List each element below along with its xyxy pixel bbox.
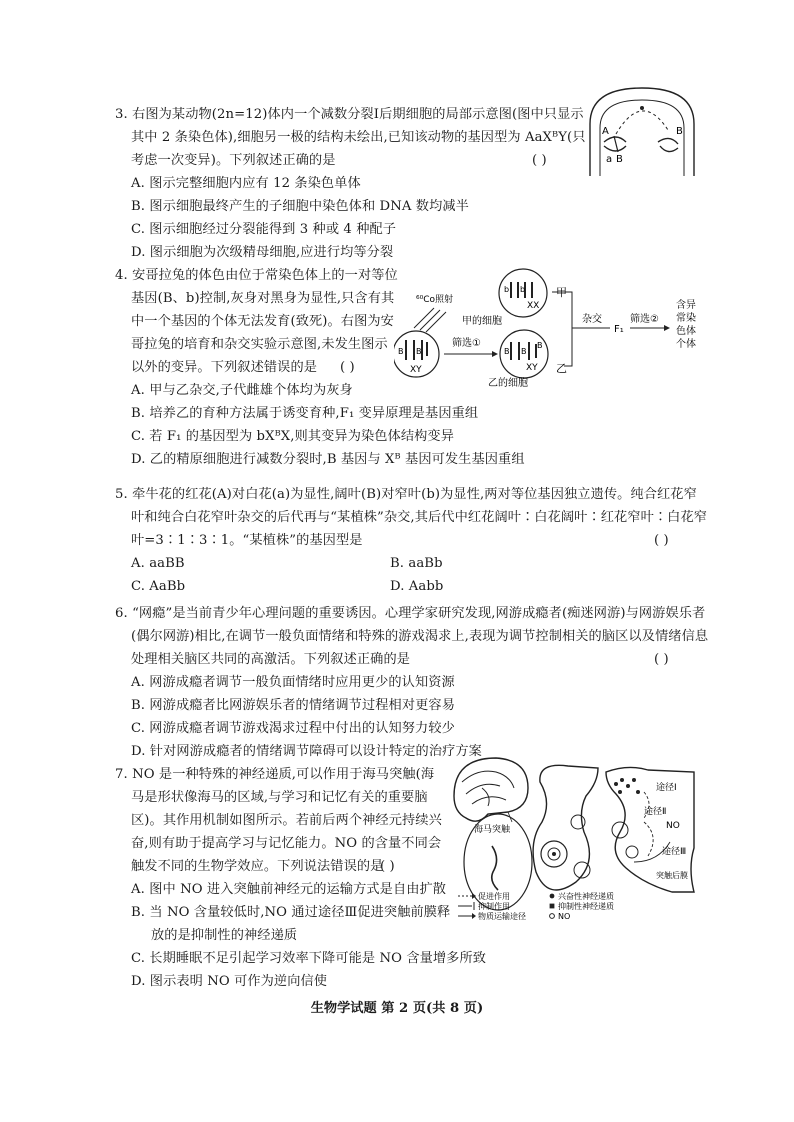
q4-option-d: D. 乙的精原细胞进行减数分裂时,B 基因与 Xᴮ 基因可发生基因重组 bbox=[131, 452, 525, 467]
q7-option-c: C. 长期睡眠不足引起学习效率下降可能是 NO 含量增多所致 bbox=[131, 951, 487, 966]
q6-stem-line-3: 处理相关脑区共同的高激活。下列叙述正确的是 bbox=[131, 652, 411, 667]
chromosome-left bbox=[604, 136, 626, 152]
q7-stem-line-2: 马是形状像海马的区域,与学习和记忆有关的重要脑 bbox=[131, 790, 428, 805]
path-1-label: 途径Ⅰ bbox=[656, 783, 677, 793]
q7-stem-line-5: 触发不同的生物学效应。下列说法错误的是 bbox=[131, 859, 384, 874]
radiation-arrows bbox=[414, 308, 446, 332]
f1-label: F₁ bbox=[614, 324, 624, 335]
q6-option-d: D. 针对网游成瘾者的情绪调节障碍可以设计特定的治疗方案 bbox=[131, 744, 482, 759]
jia-cell-label: 甲的细胞 bbox=[462, 316, 502, 327]
yi-label: 乙 bbox=[556, 362, 567, 375]
presynaptic-neuron bbox=[533, 765, 598, 890]
screen-1-label: 筛选① bbox=[452, 338, 481, 349]
q4-option-a: A. 甲与乙杂交,子代雌雄个体均为灰身 bbox=[131, 383, 353, 398]
q3-cell-figure bbox=[586, 84, 698, 180]
q6-option-a: A. 网游成瘾者调节一般负面情绪时应用更少的认知资源 bbox=[131, 675, 455, 690]
chromosome-right bbox=[658, 138, 678, 151]
q7-option-d: D. 图示表明 NO 可作为逆向信使 bbox=[131, 974, 328, 989]
postmembrane-label: 突触后膜 bbox=[656, 871, 688, 880]
legend-excitatory: 兴奋性神经递质 bbox=[558, 892, 614, 901]
q7-option-b: B. 当 NO 含量较低时,NO 通过途径Ⅲ促进突触前膜释 bbox=[131, 905, 451, 920]
result-label-2: 常染 bbox=[676, 313, 696, 324]
q6-option-c: C. 网游成瘾者调节游戏渴求过程中付出的认知努力较少 bbox=[131, 721, 455, 736]
q5-option-b: B. aaBb bbox=[390, 556, 443, 571]
label-xy-original: XY bbox=[410, 365, 422, 375]
cross-lines bbox=[552, 292, 610, 366]
q3-option-c: C. 图示细胞经过分裂能得到 3 种或 4 种配子 bbox=[131, 222, 397, 237]
path-3-label: 途径Ⅲ bbox=[662, 847, 687, 857]
cross-label: 杂交 bbox=[582, 314, 602, 325]
result-label-1: 含异 bbox=[676, 300, 696, 311]
q7-stem-line-3: 区)。其作用机制如图所示。若前后两个神经元持续兴 bbox=[131, 813, 442, 828]
q3-answer-bracket: ( ) bbox=[532, 153, 547, 168]
q7-answer-bracket: ( ) bbox=[380, 859, 395, 874]
q4-stem-line-4: 哥拉兔的培育和杂交实验示意图,未发生图示 bbox=[131, 337, 388, 352]
legend-inhibitory: 抑制性神经递质 bbox=[558, 902, 614, 911]
gene-b-1: b bbox=[504, 285, 510, 294]
q7-stem-line-1: 7. NO 是一种特殊的神经递质,可以作用于海马突触(海 bbox=[115, 767, 435, 782]
legend-inhibit: 抑制作用 bbox=[478, 902, 510, 911]
q6-answer-bracket: ( ) bbox=[654, 652, 669, 667]
q3-option-b: B. 图示细胞最终产生的子细胞中染色体和 DNA 数均减半 bbox=[131, 199, 469, 214]
gene-label-a: a bbox=[606, 154, 613, 165]
co60-label: ⁶⁰Co照射 bbox=[416, 295, 454, 305]
q4-stem-line-3: 中一个基因的个体无法发育(致死)。右图为安 bbox=[131, 314, 394, 329]
brain-sketch bbox=[454, 758, 528, 821]
q3-stem-line-1: 3. 右图为某动物(2n=12)体内一个减数分裂Ⅰ后期细胞的局部示意图(图中只显示 bbox=[115, 107, 584, 122]
screen-2-label: 筛选② bbox=[630, 314, 659, 325]
yi-cell-label: 乙的细胞 bbox=[488, 378, 528, 388]
figure-legend bbox=[458, 891, 614, 921]
jia-label: 甲 bbox=[556, 286, 567, 299]
q5-option-a: A. aaBB bbox=[131, 556, 185, 571]
legend-transport: 物质运输途径 bbox=[478, 912, 526, 921]
gene-B-3: B bbox=[504, 347, 510, 356]
post-vesicle bbox=[612, 822, 628, 838]
gene-B-1: B bbox=[398, 347, 404, 356]
q6-option-b: B. 网游成瘾者比网游娱乐者的情绪调节过程相对更容易 bbox=[131, 698, 455, 713]
gene-B-5: B bbox=[537, 341, 543, 350]
q4-stem-line-2: 基因(B、b)控制,灰身对黑身为显性,只含有其 bbox=[131, 291, 395, 306]
q6-stem-line-2: (偶尔网游)相比,在调节一般负面情绪和特殊的游戏渴求上,表现为调节控制相关的脑区以及情绪信息 bbox=[131, 629, 709, 644]
q3-option-d: D. 图示细胞为次级精母细胞,应进行均等分裂 bbox=[131, 245, 394, 260]
result-label-4: 个体 bbox=[676, 339, 696, 350]
label-xy-yi: XY bbox=[526, 363, 538, 373]
q5-stem-line-1: 5. 牵牛花的红花(A)对白花(a)为显性,阔叶(B)对窄叶(b)为显性,两对等位基因独立遗传。纯合红花窄 bbox=[115, 487, 697, 502]
path-2-label: 途径Ⅱ bbox=[644, 807, 667, 817]
q3-option-a: A. 图示完整细胞内应有 12 条染色单体 bbox=[131, 176, 361, 191]
q5-stem-line-3: 叶=3∶1∶3∶1。“某植株”的基因型是 bbox=[131, 533, 363, 548]
excitatory-dots bbox=[614, 778, 640, 794]
q4-option-b: B. 培养乙的育种方法属于诱变育种,F₁ 变异原理是基因重组 bbox=[131, 406, 479, 421]
q5-stem-line-2: 叶和纯合白花窄叶杂交的后代再与“某植株”杂交,其后代中红花阔叶∶白花阔叶∶红花窄叶∶白花窄 bbox=[131, 510, 708, 525]
legend-promote: 促进作用 bbox=[478, 892, 510, 901]
q4-option-c: C. 若 F₁ 的基因型为 bXᴮX,则其变异为染色体结构变异 bbox=[131, 429, 455, 444]
hippocampus-label: 海马突触 bbox=[474, 825, 511, 835]
q7-option-b-cont: 放的是抑制性的神经递质 bbox=[151, 928, 298, 943]
gene-label-B-left: B bbox=[616, 154, 623, 165]
q5-option-c: C. AaBb bbox=[131, 579, 186, 594]
q5-answer-bracket: ( ) bbox=[654, 533, 669, 548]
legend-no: NO bbox=[558, 912, 571, 921]
label-xx: XX bbox=[527, 301, 540, 311]
gene-b-2: b bbox=[520, 285, 526, 294]
q4-answer-bracket: ( ) bbox=[340, 360, 355, 375]
vesicle-1 bbox=[571, 815, 585, 829]
q5-option-d: D. Aabb bbox=[390, 579, 444, 594]
q3-stem-line-2: 其中 2 条染色体),细胞另一极的结构未绘出,已知该动物的基因型为 AaXᴮY(只 bbox=[131, 130, 586, 145]
q4-stem-line-1: 4. 安哥拉兔的体色由位于常染色体上的一对等位 bbox=[115, 268, 398, 283]
q4-stem-line-5: 以外的变异。下列叙述错误的是 bbox=[131, 360, 318, 375]
gene-label-A: A bbox=[602, 126, 609, 137]
gene-label-B-right: B bbox=[676, 126, 683, 137]
q4-breeding-figure bbox=[394, 262, 702, 388]
result-label-3: 色体 bbox=[676, 326, 696, 337]
q7-stem-line-4: 奋,则有助于提高学习与记忆能力。NO 的含量不同会 bbox=[131, 836, 442, 851]
gene-B-4: B bbox=[521, 347, 527, 356]
no-label: NO bbox=[666, 821, 680, 831]
q6-stem-line-1: 6. “网瘾”是当前青少年心理问题的重要诱因。心理学家研究发现,网游成瘾者(痴迷网游)与网游娱乐者 bbox=[115, 606, 706, 621]
page-footer: 生物学试题 第 2 页(共 8 页) bbox=[310, 1001, 484, 1016]
q7-option-a: A. 图中 NO 进入突触前神经元的运输方式是自由扩散 bbox=[131, 882, 447, 897]
q3-stem-line-3: 考虑一次变异)。下列叙述正确的是 bbox=[131, 153, 336, 168]
q7-synapse-figure bbox=[448, 752, 708, 922]
gene-B-2: B bbox=[416, 347, 422, 356]
